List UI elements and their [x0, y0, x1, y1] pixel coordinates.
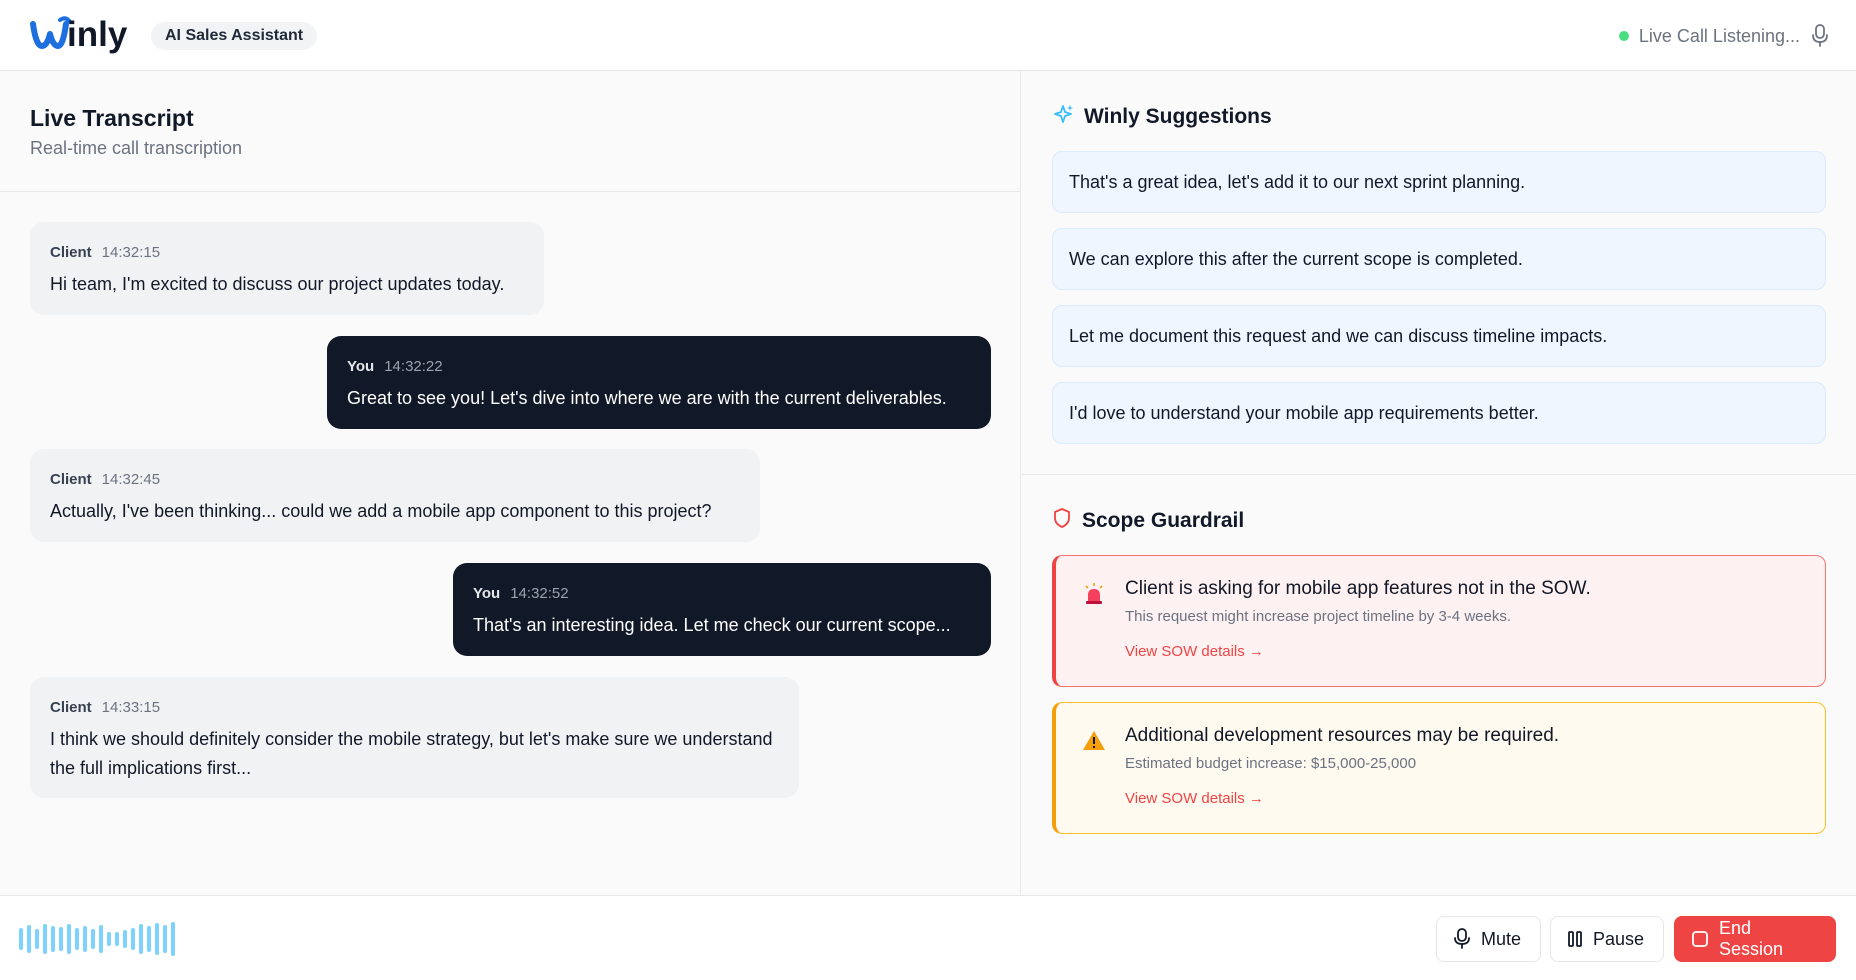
shield-icon	[1052, 507, 1072, 535]
waveform-bar	[51, 926, 55, 952]
pause-label: Pause	[1593, 928, 1645, 949]
transcript-title: Live Transcript	[30, 105, 194, 131]
message-speaker: You	[473, 585, 501, 602]
top-bar	[0, 0, 1856, 71]
waveform-bar	[131, 928, 135, 950]
live-indicator-dot	[1619, 31, 1629, 41]
waveform-bar	[67, 924, 71, 954]
suggestions-title: Winly Suggestions	[1084, 105, 1272, 128]
suggestion-item[interactable]: Let me document this request and we can discuss timeline impacts.	[1052, 305, 1826, 367]
live-status	[1619, 20, 1800, 52]
scope-alert-red	[1052, 555, 1826, 687]
guardrail-title: Scope Guardrail	[1082, 509, 1245, 532]
warning-icon	[1082, 729, 1106, 753]
alert-detail: This request might increase project timeline by 3-4 weeks.	[1125, 608, 1512, 625]
sparkle-icon	[1052, 103, 1074, 131]
transcript-subtitle: Real-time call transcription	[30, 138, 243, 158]
waveform-bar	[99, 925, 103, 953]
suggestions-heading	[1052, 103, 1272, 131]
message-text: Hi team, I'm excited to discuss our project updates today.	[50, 274, 505, 294]
message-time: 14:33:15	[101, 699, 161, 716]
waveform-bar	[171, 922, 175, 956]
stop-icon	[1691, 930, 1709, 948]
live-status-label: Live Call Listening...	[1638, 25, 1800, 46]
message-time: 14:32:15	[101, 244, 161, 261]
mute-button[interactable]	[1436, 916, 1541, 962]
alert-title: Additional development resources may be required.	[1125, 725, 1560, 746]
message-you	[453, 563, 991, 656]
message-text: That's an interesting idea. Let me check our current scope...	[473, 615, 951, 635]
waveform-bar	[35, 929, 39, 949]
scope-alert-amber	[1052, 702, 1826, 834]
message-client	[30, 222, 544, 315]
alert-title: Client is asking for mobile app features not in the SOW.	[1125, 578, 1591, 599]
suggestion-item[interactable]: That's a great idea, let's add it to our next sprint planning.	[1052, 151, 1826, 213]
waveform-bar	[123, 930, 127, 948]
message-time: 14:32:45	[101, 471, 161, 488]
audio-waveform	[19, 921, 175, 957]
microphone-icon	[1453, 928, 1471, 950]
transcript-header	[0, 71, 1021, 192]
view-sow-link[interactable]: View SOW details →	[1125, 643, 1264, 660]
waveform-bar	[163, 925, 167, 953]
alert-detail: Estimated budget increase: $15,000-25,000	[1125, 755, 1417, 772]
message-text: Actually, I've been thinking... could we add a mobile app component to this project?	[50, 501, 712, 521]
transcript-panel	[0, 71, 1021, 895]
suggestion-item[interactable]: I'd love to understand your mobile app requirements better.	[1052, 382, 1826, 444]
winly-logo[interactable]	[30, 12, 138, 58]
message-you	[327, 336, 991, 429]
message-speaker: You	[347, 358, 375, 375]
product-badge: AI Sales Assistant	[151, 22, 317, 50]
message-client	[30, 677, 799, 798]
end-session-button[interactable]	[1674, 916, 1836, 962]
siren-icon	[1082, 582, 1106, 606]
pause-icon	[1567, 930, 1583, 948]
svg-text:inly: inly	[67, 15, 128, 54]
waveform-bar	[91, 929, 95, 949]
waveform-bar	[59, 927, 63, 951]
waveform-bar	[115, 932, 119, 946]
assistant-panel	[1022, 71, 1856, 895]
message-time: 14:32:22	[384, 358, 443, 375]
call-controls-bar	[0, 895, 1856, 980]
waveform-bar	[27, 925, 31, 953]
section-divider	[1022, 474, 1856, 475]
guardrail-heading	[1052, 507, 1244, 535]
waveform-bar	[19, 928, 23, 950]
waveform-bar	[147, 926, 151, 952]
suggestion-item[interactable]: We can explore this after the current scope is completed.	[1052, 228, 1826, 290]
waveform-bar	[75, 928, 79, 950]
message-time: 14:32:52	[510, 585, 569, 602]
microphone-icon[interactable]	[1810, 24, 1830, 48]
message-speaker: Client	[50, 471, 92, 488]
view-sow-link[interactable]: View SOW details →	[1125, 790, 1264, 807]
waveform-bar	[43, 924, 47, 954]
message-speaker: Client	[50, 244, 92, 261]
waveform-bar	[107, 932, 111, 946]
waveform-bar	[155, 923, 159, 955]
message-speaker: Client	[50, 699, 92, 716]
end-session-label: End Session	[1719, 918, 1784, 959]
message-client	[30, 449, 760, 542]
waveform-bar	[83, 926, 87, 952]
message-text: I think we should definitely consider the mobile strategy, but let's make sure we understand the full implications first...	[50, 729, 773, 778]
mute-label: Mute	[1481, 928, 1522, 949]
pause-button[interactable]	[1550, 916, 1664, 962]
message-text: Great to see you! Let's dive into where we are with the current deliverables.	[347, 388, 947, 408]
waveform-bar	[139, 924, 143, 954]
